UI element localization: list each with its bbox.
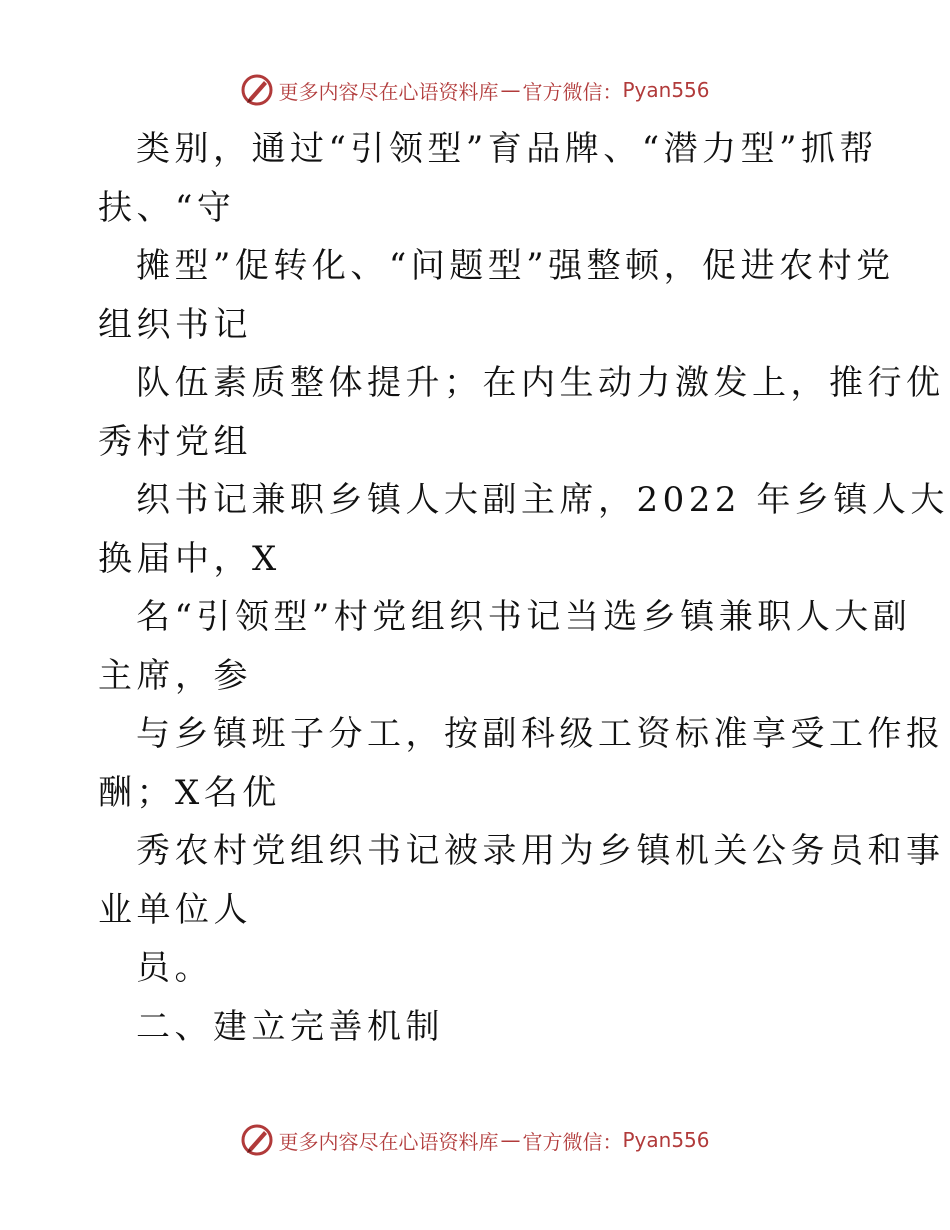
text-line: 组织书记 (98, 304, 252, 345)
watermark-dash: — (500, 78, 521, 102)
text-line: 主席，参 (98, 655, 252, 696)
text-line: 业单位人 (98, 889, 252, 930)
pen-seal-icon (240, 73, 274, 107)
text-line: 队伍素质整体提升；在内生动力激发上，推行优 (136, 363, 945, 403)
section-heading: 二、建立完善机制 (136, 1006, 444, 1047)
text-line: 摊型”促转化、“问题型”强整顿，促进农村党 (136, 246, 895, 286)
watermark-label: 官方微信： (522, 79, 623, 104)
watermark-wechat-id: Pyan556 (622, 1128, 710, 1152)
watermark-dash: — (500, 1128, 521, 1152)
text-line: 秀农村党组织书记被录用为乡镇机关公务员和事 (136, 831, 945, 871)
watermark-text: 更多内容尽在心语资料库 (278, 1129, 499, 1154)
text-line: 秀村党组 (98, 421, 252, 462)
text-line: 与乡镇班子分工，按副科级工资标准享受工作报 (136, 714, 945, 754)
text-line: 员。 (136, 948, 213, 988)
header-watermark (0, 70, 950, 110)
text-line: 酬；X名优 (98, 772, 281, 813)
pen-seal-icon (240, 1123, 274, 1157)
watermark-label: 官方微信： (522, 1129, 623, 1154)
text-line: 换届中，X (98, 538, 281, 579)
footer-watermark (0, 1120, 950, 1160)
watermark-text: 更多内容尽在心语资料库 (278, 79, 499, 104)
text-line: 织书记兼职乡镇人大副主席，2022 年乡镇人大 (136, 480, 949, 520)
text-line: 类别，通过“引领型”育品牌、“潜力型”抓帮 (136, 129, 879, 169)
watermark-wechat-id: Pyan556 (622, 78, 710, 102)
document-body (98, 120, 949, 1056)
text-line: 扶、“守 (98, 187, 236, 228)
text-line: 名“引领型”村党组织书记当选乡镇兼职人大副 (136, 597, 912, 637)
